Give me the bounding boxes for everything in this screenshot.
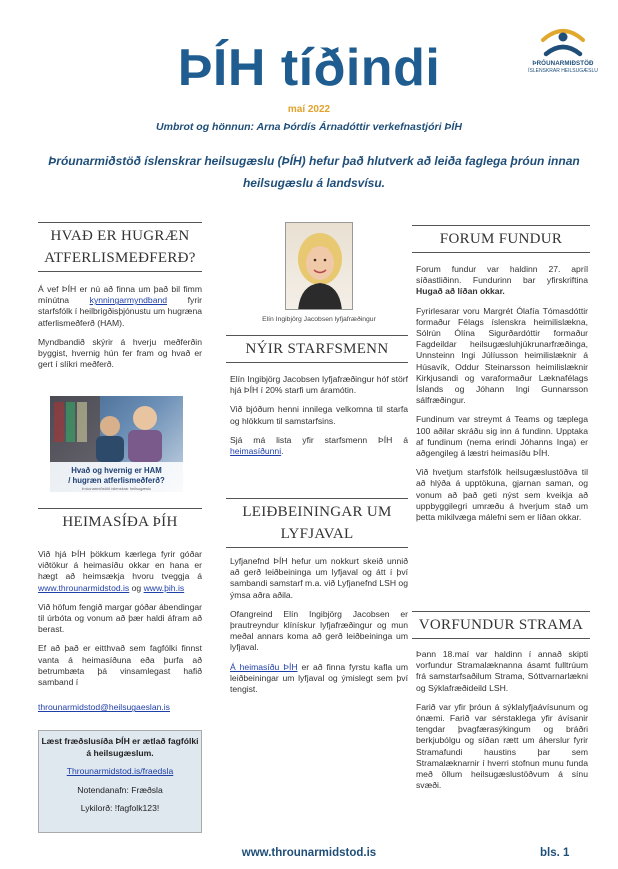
editor-credit: Umbrot og hönnun: Arna Þórdís Árnadóttir verkefnastjóri ÞÍH (156, 121, 462, 133)
email-link[interactable]: throunarmidstod@heilsugaeslan.is (38, 702, 170, 713)
video-link[interactable]: kynningarmyndband (89, 295, 168, 306)
heading-drug-guidelines: LEIÐBEININGAR UM LYFJAVAL (226, 498, 408, 548)
paragraph: Við höfum fengið margar góðar ábendingar til úrbóta og vonum að þær haldi áfram að berast. (38, 601, 202, 635)
logo-line-1: ÞRÓUNARMIÐSTÖÐ (532, 60, 594, 67)
ham-video-thumbnail[interactable] (50, 396, 183, 492)
paragraph: Fundinum var streymt á Teams og tæplega 100 aðilar skráðu sig inn á fundinn. Upptaka af fundinum (nema erindi Jóhanns Inga) er aðgengileg á læstri heimasíðu ÞÍH. (416, 414, 588, 459)
logo (528, 24, 598, 74)
column-middle-bottom (230, 556, 408, 703)
person-illustration-icon (50, 396, 183, 462)
paragraph: Elín Ingibjörg Jacobsen lyfjafræðingur hóf störf hjá ÞÍH í 20% starfi um áramótin. (230, 374, 408, 396)
issue-date: maí 2022 (287, 104, 331, 115)
paragraph: Ef að það er eitthvað sem fagfólki finnst vanta á heimasíðuna eða þurfa að betrumbæta þá vinsamlegast hafið samband í (38, 643, 202, 688)
mission-statement: Þróunarmiðstöð íslenskrar heilsugæslu (ÞÍH) hefur það hlutverk að leiða faglega þróun innan heilsugæslu á landsvísu. (48, 154, 580, 190)
paragraph: Við hvetjum starfsfólk heilsugæslustöðva til að hlýða á upptökuna, gjarnan saman, og vonum að það geti nýst sem kveikja að uppbyggilegri umræðu á hverjum stað um þetta mikilvæga málefni sem er líðan okkar. (416, 467, 588, 523)
guidelines-link[interactable]: Á heimasíðu ÞÍH (230, 661, 298, 672)
heading-new-staff: NÝIR STARFSMENN (226, 335, 408, 363)
paragraph: Farið var yfir þróun á sýklalyfjaávísunum og ónæmi. Farið var sérstaklega yfir ávísanir tengdar þvagfærasýkingum og bráðri berkjubólgu og síðan rætt um áherslur fyrir Stramafundi haustins þar sem Stramalæknarnir í hverri stofnun munu funda með öllum heilsugæslustöðvum á sínu svæði. (416, 701, 588, 791)
thumbnail-caption: Hvað og hvernig er HAM / hugræn atferlismeðferð? Þróunarmiðstöð íslenskrar heilsugæslu (50, 462, 183, 492)
paragraph: Lyfjanefnd ÞÍH hefur um nokkurt skeið unnið að gerð leiðbeininga um lyfjaval og átt í því sambandi samstarf m.a. við Lyfjanefnd LSH og ýmsa aðra aðila. (230, 556, 408, 600)
staff-list-link[interactable]: heimasíðunni (230, 446, 282, 457)
heading-forum: FORUM FUNDUR (412, 225, 590, 253)
footer-website[interactable]: www.throunarmidstod.is (241, 847, 377, 859)
newsletter-title: ÞÍH tíðindi (177, 39, 441, 97)
box-heading: Læst fræðslusíða ÞÍH er ætlað fagfólki á heilsugæslum. (41, 736, 199, 758)
paragraph: Forum fundur var haldinn 27. apríl síðastliðinn. Fundurinn bar yfirskriftina Hugað að líðan okkar. (416, 264, 588, 297)
paragraph: Á vef ÞÍH er nú að finna um það bil fimm mínútna kynningarmyndband fyrir starfsfólk í heilbrigðisþjónustu um hugræna atferlismeðferð (HAM). (38, 284, 202, 328)
page-number: bls. 1 (540, 847, 570, 859)
column-right-bottom (416, 649, 588, 799)
column-middle-top (230, 374, 408, 465)
portrait-icon (286, 223, 353, 310)
paragraph: Þann 18.maí var haldinn í annað skipti vorfundur Stramalæknanna ásamt fulltrúum frá samstarfsaðilum Strama, Sóttvarnarlækni og Sýklafræðideild LSH. (416, 649, 588, 693)
paragraph: Sjá má lista yfir starfsmenn ÞÍH á heimasíðunni. (230, 434, 408, 457)
heading-ham: HVAÐ ER HUGRÆN ATFERLISMEÐFERÐ? (38, 222, 202, 272)
education-link[interactable]: Throunarmidstod.is/fraedsla (66, 766, 174, 776)
masthead (0, 38, 618, 133)
password: Lykilorð: !fagfolk123! (80, 803, 160, 813)
paragraph: Á heimasíðu ÞÍH er að finna fyrstu kafla um leiðbeiningar um lyfjaval og ýmislegt sem því tengist. (230, 661, 408, 695)
heading-strama: VORFUNDUR STRAMA (412, 611, 590, 639)
paragraph: Fyrirlesarar voru Margrét Ólafía Tómasdóttir formaður Félags íslenskra heimilislækna, Sólrún Ólína Sigurðardóttir formaður Fagdeildar heilsugæsluhjúkrunarfræðinga, Unnsteinn Ingi Júlíusson heimilislæknir á Húsavík, Oddur Steinarsson heimilislæknir Kirkjusandi og varaformaður Læknafélags Íslands og Jóhann Ingi Gunnarsson sálfræðingur. (416, 305, 588, 406)
paragraph (38, 702, 202, 713)
column-left-bottom (38, 549, 202, 721)
heading-website: HEIMASÍÐA ÞÍH (38, 508, 202, 535)
website-link-alt[interactable]: www.þih.is (143, 582, 185, 593)
education-page-box (38, 730, 202, 833)
paragraph: Við bjóðum henni innilega velkomna til starfa og hlökkum til samstarfsins. (230, 404, 408, 426)
paragraph: Myndbandið skýrir á hverju meðferðin byggist, hvernig hún fer fram og hvað er gert í slíkri meðferð. (38, 336, 202, 370)
website-link[interactable]: www.throunarmidstod.is (38, 582, 130, 593)
paragraph: Við hjá ÞÍH þökkum kærlega fyrir góðar viðtökur á heimasíðu okkar en hana er hægt að heimsækja hvoru tveggja á www.throunarmidstod.is og www.þih.is (38, 549, 202, 593)
photo-caption: Elín Ingibjörg Jacobsen lyfjafræðingur (262, 316, 376, 323)
logo-line-2: ÍSLENSKRAR HEILSUGÆSLU (528, 68, 598, 74)
logo-emblem-icon (538, 24, 588, 58)
paragraph: Ofangreind Elín Ingibjörg Jacobsen er þrautreyndur klínískur lyfjafræðingur og mun meðal annars koma að gerð leiðbeininga um lyfjaval. (230, 608, 408, 653)
column-right-top (416, 264, 588, 531)
username: Notendanafn: Fræðsla (77, 784, 163, 795)
staff-photo (285, 222, 353, 310)
column-left-top (38, 284, 202, 378)
